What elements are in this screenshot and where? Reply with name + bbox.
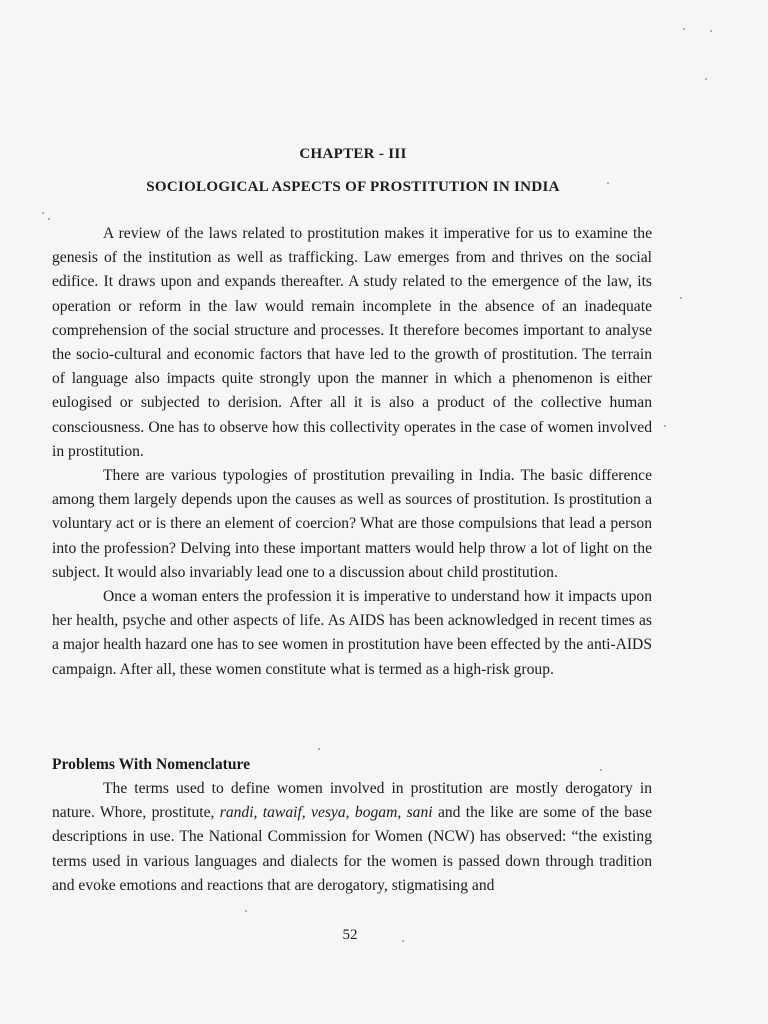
section <box>52 753 652 898</box>
paragraph <box>52 777 652 898</box>
scan-speck <box>710 30 712 32</box>
scan-speck <box>680 297 682 299</box>
scan-speck <box>42 212 44 214</box>
chapter-label: CHAPTER - III <box>299 146 407 162</box>
chapter-title: SOCIOLOGICAL ASPECTS OF PROSTITUTION IN INDIA <box>146 179 560 195</box>
italic-terms: randi, tawaif, vesya, bogam, sani <box>219 804 433 822</box>
scan-speck <box>48 218 50 220</box>
scan-speck <box>664 425 666 427</box>
paragraph: Once a woman enters the profession it is imperative to understand how it impacts upon her health, psyche and other aspects of life. As AIDS has been acknowledged in recent times as a major health hazard one has to see women in prostitution have been effected by the anti-AIDS campaign. After all, these women constitute what is termed as a high-risk group. <box>52 588 652 678</box>
section-heading: Problems With Nomenclature <box>52 756 251 773</box>
page-number: 52 <box>342 927 358 943</box>
paragraph-text: The terms used to define women involved in prostitution are mostly derogatory in nature. Whore, prostitute, <box>52 780 652 822</box>
scan-speck <box>705 78 707 80</box>
paragraph: There are various typologies of prostitution prevailing in India. The basic difference among them largely depends upon the causes as well as sources of prostitution. Is prostitution a voluntary act or is there an element of coercion? What are those compulsions that lead a person into the profession? Delving into these important matters would help throw a lot of light on the subject. It would also invariably lead one to a discussion about child prostitution. <box>52 467 652 581</box>
scan-speck <box>683 28 685 30</box>
scan-speck <box>245 910 247 912</box>
paragraph: A review of the laws related to prostitution makes it imperative for us to examine the genesis of the institution as well as trafficking. Law emerges from and thrives on the social edifice. It draws upon and expands thereafter. A study related to the emergence of the law, its operation or reform in the law would remain incomplete in the absence of an inadequate comprehension of the social structure and processes. It therefore becomes important to analyse the socio-cultural and economic factors that have led to the growth of prostitution. The terrain of language also impacts quite strongly upon the manner in which a phenomenon is either eulogised or subjected to derision. After all it is also a product of the collective human consciousness. One has to observe how this collectivity operates in the case of women involved in prostitution. <box>52 225 652 460</box>
scan-speck <box>600 769 602 771</box>
paragraph-text: and the like are some of the base descriptions in use. The National Commission for Women (NCW) has observed: “the existing terms used in various languages and dialects for the women is passed down through tradition and evoke emotions and reactions that are derogatory, stigmatising and <box>52 804 653 894</box>
scan-speck <box>402 940 404 942</box>
scan-speck <box>318 748 320 750</box>
scan-speck <box>607 182 609 184</box>
body-text <box>52 222 652 682</box>
